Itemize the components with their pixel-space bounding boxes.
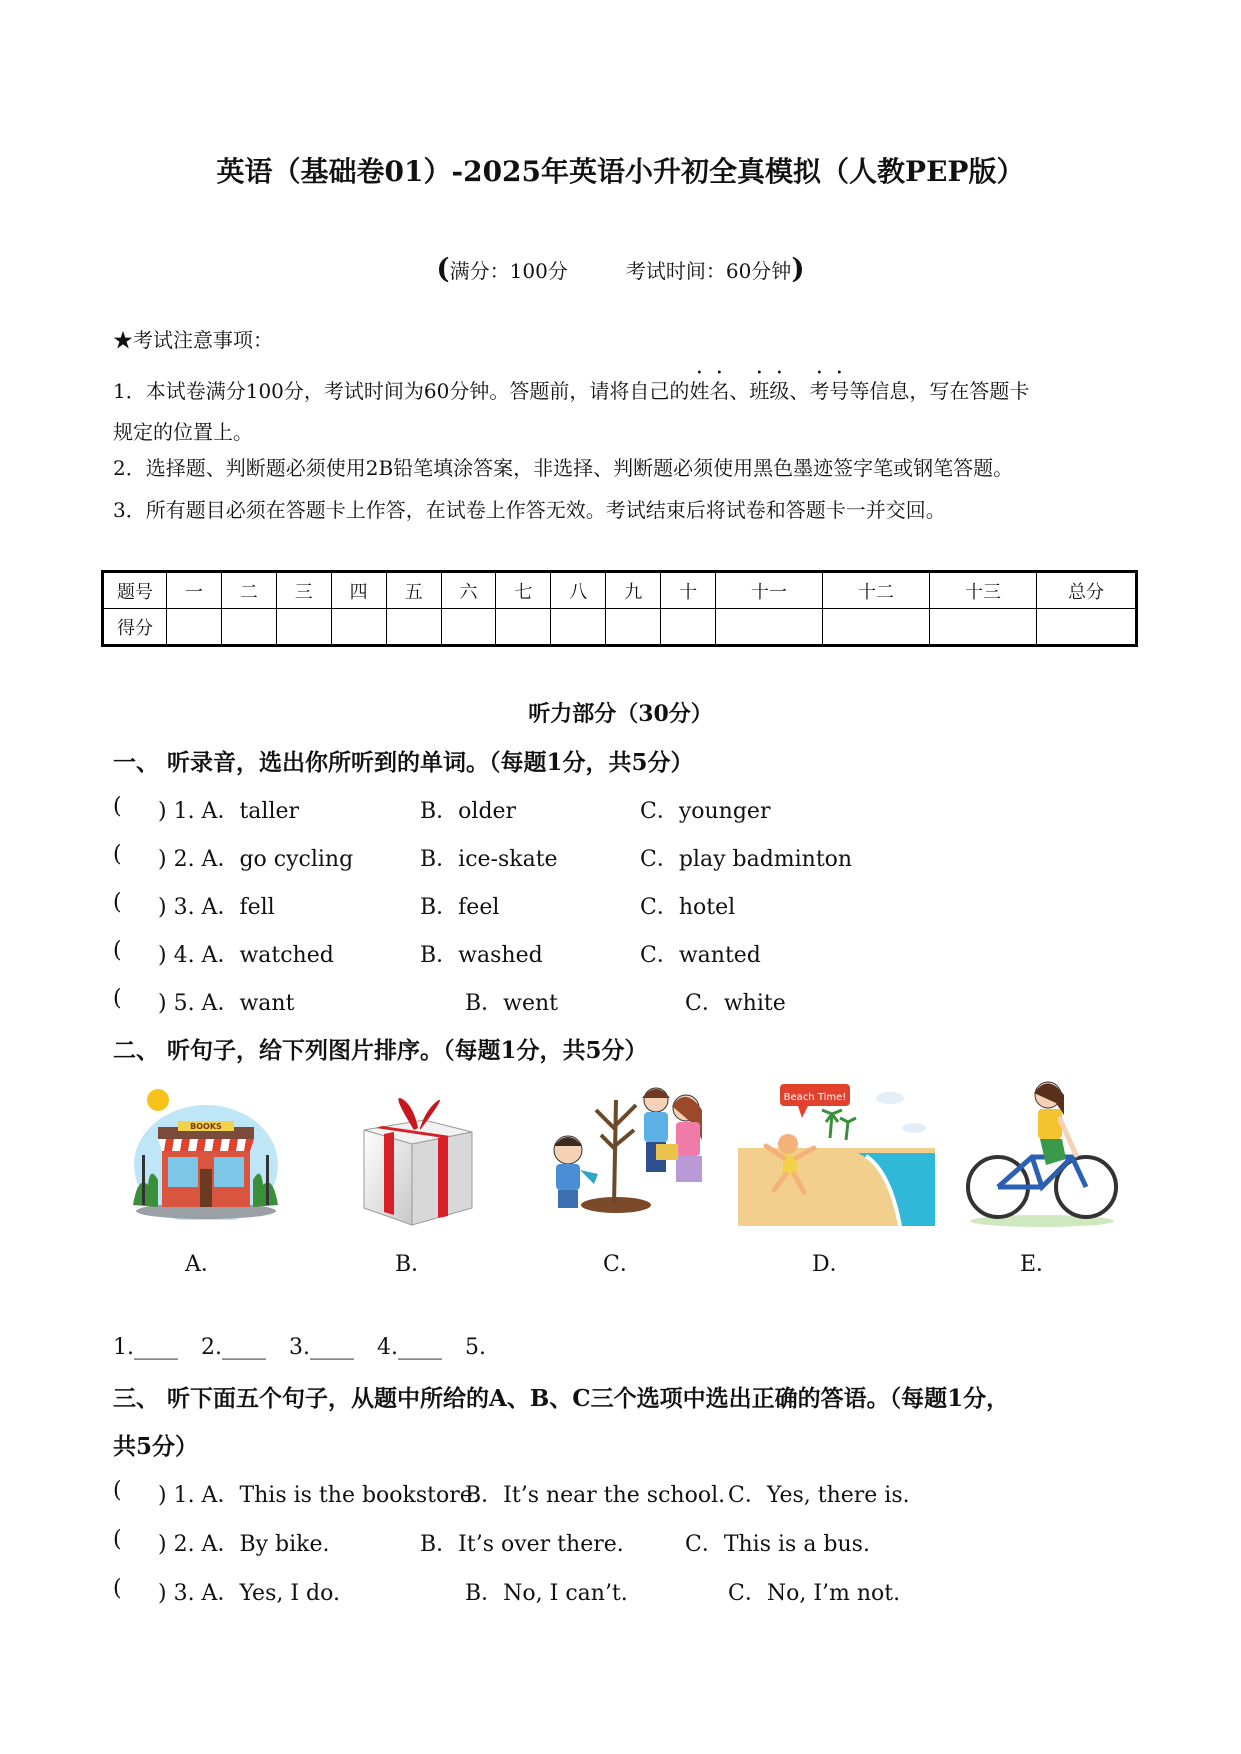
- note-1-name: 姓名: [689, 379, 730, 403]
- close-paren: ): [791, 252, 805, 285]
- question-row: [113, 986, 1163, 1016]
- note-1-id: 考号: [809, 379, 850, 403]
- option-a: ) 2. A．go cycling: [158, 847, 354, 872]
- question-row: [113, 938, 1163, 968]
- option-c: C．play badminton: [640, 847, 853, 872]
- option-b: B．feel: [420, 895, 500, 920]
- part3-heading-line2: 共5分）: [113, 1433, 199, 1460]
- note-1-line2: 规定的位置上。: [113, 420, 253, 444]
- question-row: [113, 1576, 1163, 1606]
- row-label: 得分: [103, 609, 167, 646]
- option-a: ) 1. A．This is the bookstore.: [158, 1483, 480, 1508]
- cycling-picture: [962, 1075, 1122, 1230]
- score-cell[interactable]: [716, 609, 823, 646]
- note-2: 2．选择题、判断题必须使用2B铅笔填涂答案，非选择、判断题必须使用黑色墨迹签字笔或钢笔答题。: [113, 456, 1014, 480]
- exam-time: 考试时间：60分钟: [625, 259, 792, 283]
- bookstore-sign: BOOKS: [190, 1122, 222, 1131]
- note-3: 3．所有题目必须在答题卡上作答，在试卷上作答无效。考试结束后将试卷和答题卡一并交回。: [113, 498, 946, 522]
- answer-paren[interactable]: (: [113, 1478, 122, 1503]
- picture-label-e: E．: [1020, 1252, 1059, 1277]
- question-row: [113, 794, 1163, 824]
- picture-label-c: C．: [603, 1252, 642, 1277]
- full-score: 满分：100分: [449, 259, 568, 283]
- score-cell[interactable]: [167, 609, 222, 646]
- open-paren: (: [436, 252, 450, 285]
- option-c: C．Yes, there is.: [728, 1483, 910, 1508]
- picture-label-a: A．: [185, 1252, 223, 1277]
- score-cell[interactable]: [441, 609, 496, 646]
- score-cell[interactable]: [496, 609, 551, 646]
- header-cell: 十二: [823, 572, 930, 609]
- note-1-sep1: 、: [729, 379, 750, 403]
- option-b: B．No, I can’t.: [465, 1581, 628, 1606]
- picture-label-d: D．: [812, 1252, 852, 1277]
- note-1: [113, 368, 1133, 453]
- exam-info: [0, 252, 1241, 285]
- part2-heading: 二、 听句子，给下列图片排序。（每题1分，共5分）: [113, 1037, 648, 1064]
- option-b: B．washed: [420, 943, 543, 968]
- header-cell: 四: [331, 572, 386, 609]
- score-table-score-row: [103, 609, 1137, 646]
- header-cell: 总分: [1037, 572, 1137, 609]
- score-cell[interactable]: [331, 609, 386, 646]
- note-1-sep2: 、: [789, 379, 810, 403]
- score-cell[interactable]: [221, 609, 276, 646]
- option-c: C．This is a bus.: [685, 1532, 870, 1557]
- header-cell: 三: [276, 572, 331, 609]
- option-c: C．No, I’m not.: [728, 1581, 901, 1606]
- answer-paren[interactable]: (: [113, 1576, 122, 1601]
- option-a: ) 2. A．By bike.: [158, 1532, 330, 1557]
- ordering-blanks: [113, 1335, 486, 1360]
- score-cell[interactable]: [929, 609, 1036, 646]
- option-b: B．It’s over there.: [420, 1532, 624, 1557]
- part3-heading-line1: 三、 听下面五个句子，从题中所给的A、B、C三个选项中选出正确的答语。（每题1分，: [113, 1385, 1010, 1412]
- header-cell: 九: [606, 572, 661, 609]
- header-cell: 六: [441, 572, 496, 609]
- answer-paren[interactable]: (: [113, 842, 122, 867]
- option-c: C．hotel: [640, 895, 736, 920]
- option-b: B．went: [465, 991, 559, 1016]
- note-1-tail: 等信息，写在答题卡: [849, 379, 1030, 403]
- score-table-header-row: [103, 572, 1137, 609]
- answer-paren[interactable]: (: [113, 794, 122, 819]
- beach-sign: Beach Time!: [783, 1092, 847, 1103]
- tree-planting-picture: [536, 1080, 716, 1220]
- notes-heading: ★考试注意事项：: [113, 328, 273, 352]
- score-table: [101, 570, 1138, 647]
- header-cell: 十三: [929, 572, 1036, 609]
- note-1-class: 班级: [749, 379, 790, 403]
- gift-box-picture: [354, 1090, 479, 1230]
- blank-1[interactable]: 1.____: [113, 1335, 178, 1360]
- beach-picture: [738, 1078, 935, 1226]
- page-title: 英语（基础卷01）-2025年英语小升初全真模拟（人教PEP版）: [216, 155, 1025, 188]
- option-b: B．It’s near the school.: [465, 1483, 726, 1508]
- header-cell: 五: [386, 572, 441, 609]
- header-cell: 题号: [103, 572, 167, 609]
- option-a: ) 1. A．taller: [158, 799, 300, 824]
- blank-5[interactable]: 5.: [465, 1335, 486, 1360]
- option-a: ) 5. A．want: [158, 991, 295, 1016]
- note-1-text: 1．本试卷满分100分，考试时间为60分钟。答题前，请将自己的: [113, 379, 690, 403]
- listening-section-title: 听力部分（30分）: [528, 701, 713, 727]
- header-cell: 八: [551, 572, 606, 609]
- answer-paren[interactable]: (: [113, 890, 122, 915]
- score-cell[interactable]: [386, 609, 441, 646]
- option-a: ) 4. A．watched: [158, 943, 334, 968]
- header-cell: 七: [496, 572, 551, 609]
- question-row: [113, 842, 1163, 872]
- bookstore-picture: [128, 1085, 283, 1220]
- blank-2[interactable]: 2.____: [201, 1335, 266, 1360]
- option-c: C．younger: [640, 799, 771, 824]
- score-cell[interactable]: [823, 609, 930, 646]
- question-row: [113, 1527, 1163, 1557]
- question-row: [113, 1478, 1163, 1508]
- blank-4[interactable]: 4.____: [377, 1335, 442, 1360]
- question-row: [113, 890, 1163, 920]
- score-cell[interactable]: [276, 609, 331, 646]
- option-c: C．wanted: [640, 943, 761, 968]
- option-a: ) 3. A．fell: [158, 895, 275, 920]
- score-cell[interactable]: [606, 609, 661, 646]
- header-cell: 十一: [716, 572, 823, 609]
- part1-heading: 一、 听录音，选出你所听到的单词。（每题1分，共5分）: [113, 749, 694, 776]
- score-cell[interactable]: [661, 609, 716, 646]
- header-cell: 一: [167, 572, 222, 609]
- score-cell[interactable]: [1037, 609, 1137, 646]
- option-b: B．ice-skate: [420, 847, 558, 872]
- score-cell[interactable]: [551, 609, 606, 646]
- header-cell: 十: [661, 572, 716, 609]
- answer-paren[interactable]: (: [113, 1527, 122, 1552]
- option-c: C．white: [685, 991, 786, 1016]
- answer-paren[interactable]: (: [113, 938, 122, 963]
- picture-label-b: B．: [395, 1252, 434, 1277]
- option-b: B．older: [420, 799, 517, 824]
- blank-3[interactable]: 3.____: [289, 1335, 354, 1360]
- answer-paren[interactable]: (: [113, 986, 122, 1011]
- option-a: ) 3. A．Yes, I do.: [158, 1581, 340, 1606]
- header-cell: 二: [221, 572, 276, 609]
